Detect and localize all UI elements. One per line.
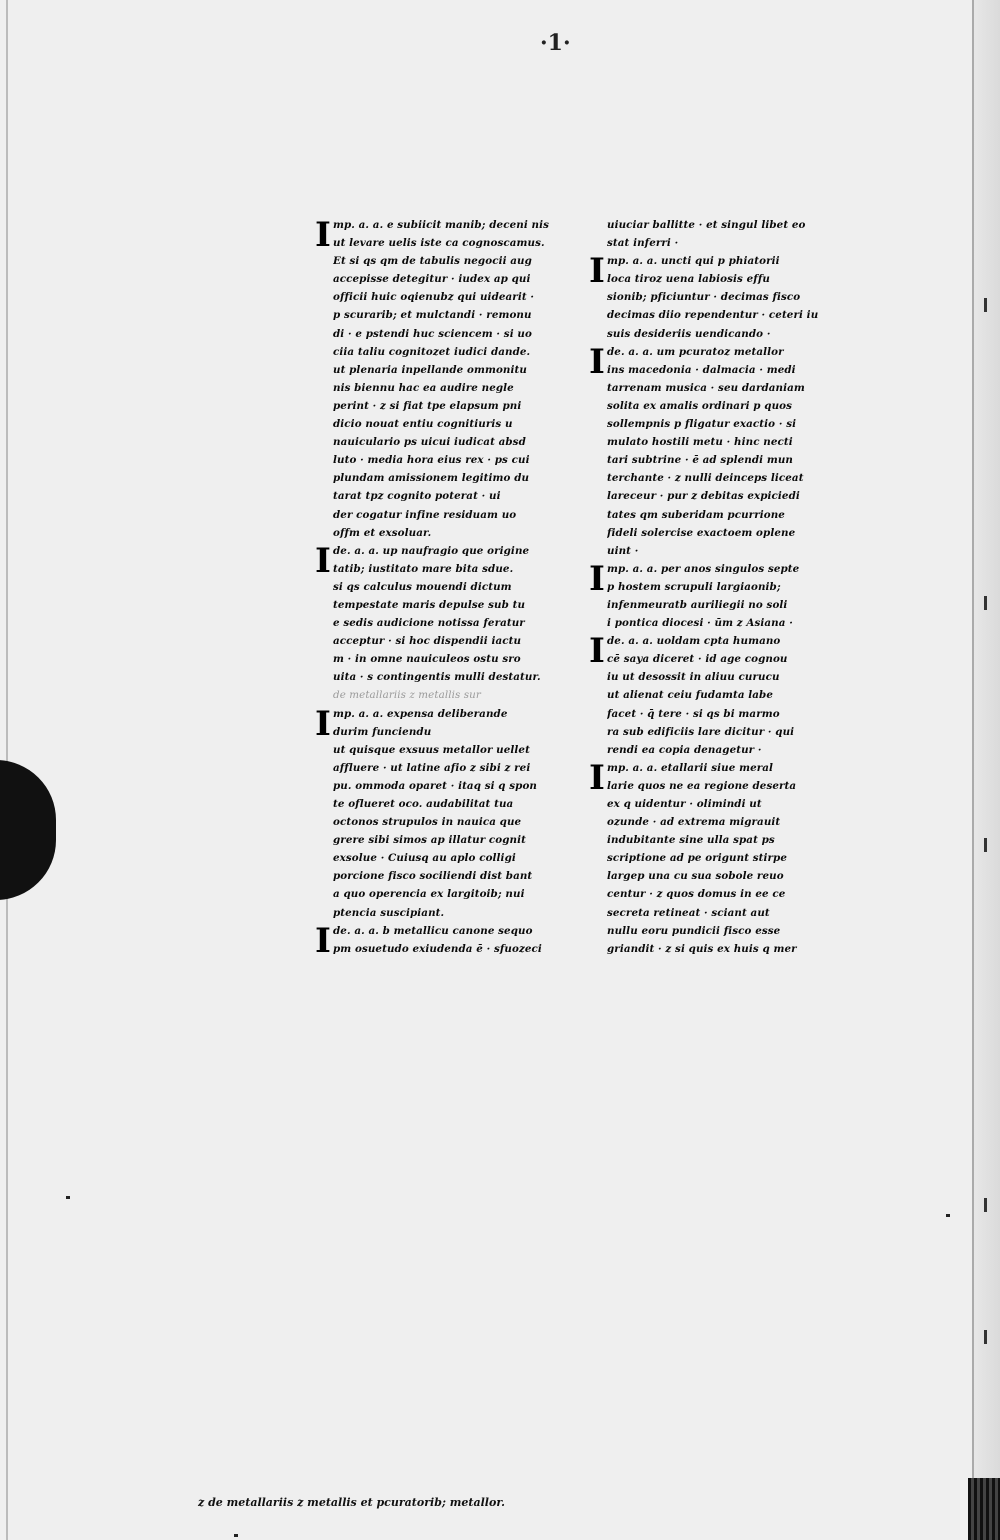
text-line: suis desideriis uendicando · bbox=[607, 327, 771, 340]
text-line: pu. ommoda oparet · itaq si q spon bbox=[333, 779, 538, 792]
text-line: a quo operencia ex largitoib; nui bbox=[333, 888, 525, 901]
text-line: mp. a. a. e subiicit manib; deceni nis bbox=[333, 219, 550, 231]
text-line: sionib; pficiuntur · decimas fisco bbox=[607, 291, 801, 304]
text-line: griandit · z si quis ex huis q mer bbox=[607, 942, 797, 955]
text-line: p scurarib; et mulctandi · remonu bbox=[333, 309, 532, 322]
paragraph bbox=[589, 759, 847, 958]
text-line: der cogatur infine residuam uo bbox=[333, 508, 517, 521]
text-line: exsolue · Cuiusq au aplo colligi bbox=[333, 852, 516, 865]
text-line: cē saya diceret · id age cognou bbox=[607, 653, 788, 666]
paragraph bbox=[315, 705, 573, 922]
text-line: di · e pstendi huc sciencem · si uo bbox=[333, 327, 532, 340]
text-line: ciia taliu cognitozet iudici dande. bbox=[333, 345, 531, 358]
decorated-initial: I bbox=[315, 920, 332, 961]
text-line: grere sibi simos ap illatur cognit bbox=[333, 834, 527, 847]
paragraph bbox=[589, 632, 847, 759]
text-line: larie quos ne ea regione deserta bbox=[607, 779, 797, 792]
footnote: z de metallariis z metallis et pcuratorib; metallor. bbox=[198, 1496, 505, 1509]
text-line: si qs calculus mouendi dictum bbox=[333, 580, 512, 593]
paragraph bbox=[589, 252, 847, 342]
text-line: iu ut desossit in aliuu curucu bbox=[607, 671, 780, 684]
text-line: p hostem scrupuli largiaonib; bbox=[607, 580, 781, 593]
text-line: tarat tpz cognito poterat · ui bbox=[333, 490, 501, 503]
text-line: largep una cu sua sobole reuo bbox=[607, 870, 784, 883]
text-line: rendi ea copia denagetur · bbox=[607, 743, 762, 756]
text-line: m · in omne nauiculeos ostu sro bbox=[333, 653, 521, 666]
text-line: acceptur · si hoc dispendii iactu bbox=[333, 635, 522, 648]
text-line: accepisse detegitur · iudex ap qui bbox=[333, 273, 531, 286]
decorated-initial: I bbox=[589, 341, 606, 382]
text-line: uita · s contingentis mulli destatur. bbox=[333, 671, 541, 684]
text-line: durim funciendu bbox=[333, 725, 432, 738]
paragraph bbox=[315, 542, 573, 705]
text-line: nauiculario ps uicui iudicat absd bbox=[333, 436, 526, 449]
text-line: ex q uidentur · olimindi ut bbox=[607, 798, 762, 810]
text-line: stat inferri · bbox=[607, 237, 679, 250]
text-line: ut quisque exsuus metallor uellet bbox=[333, 743, 530, 756]
book-clasp-shadow bbox=[0, 760, 56, 900]
text-line: scriptione ad pe origunt stirpe bbox=[607, 852, 788, 865]
text-line: ptencia suscipiant. bbox=[333, 906, 445, 919]
decorated-initial: I bbox=[315, 540, 332, 581]
text-line: perint · z si fiat tpe elapsum pni bbox=[333, 399, 522, 412]
text-line: de. a. a. uoldam cpta humano bbox=[607, 635, 781, 648]
text-line: nis biennu hac ea audire negle bbox=[333, 381, 514, 394]
text-line: Et si qs qm de tabulis negocii aug bbox=[333, 255, 532, 268]
text-line: centur · z quos domus in ee ce bbox=[607, 888, 786, 901]
text-line: tempestate maris depulse sub tu bbox=[333, 598, 526, 611]
text-line: de. a. a. up naufragio que origine bbox=[333, 544, 530, 557]
text-line: e sedis audicione notissa feratur bbox=[333, 617, 525, 630]
text-line: tates qm suberidam pcurrione bbox=[607, 508, 785, 521]
page-right-edge bbox=[972, 0, 1000, 1540]
text-line: mp. a. a. etallarii siue meral bbox=[607, 761, 774, 774]
text-line: ozunde · ad extrema migrauit bbox=[607, 816, 781, 829]
paragraph bbox=[589, 343, 847, 560]
text-line: ut plenaria inpellande ommonitu bbox=[333, 363, 527, 376]
text-line: i pontica diocesi · ūm z Asiana · bbox=[607, 617, 793, 630]
text-line: ins macedonia · dalmacia · medi bbox=[607, 363, 796, 376]
decorated-initial: I bbox=[315, 703, 332, 744]
text-line: facet · q̄ tere · si qs bi marmo bbox=[607, 707, 780, 720]
page-number: ·1· bbox=[540, 30, 571, 56]
decorated-initial: I bbox=[589, 631, 606, 672]
text-line: te oflueret oco. audabilitat tua bbox=[333, 798, 514, 810]
text-line: de. a. a. um pcuratoz metallor bbox=[607, 345, 784, 358]
text-line: plundam amissionem legitimo du bbox=[333, 472, 530, 485]
text-line: luto · media hora eius rex · ps cui bbox=[333, 454, 530, 467]
text-line: octonos strupulos in nauica que bbox=[333, 816, 522, 829]
text-line: porcione fisco sociliendi dist bant bbox=[333, 870, 533, 883]
text-line: secreta retineat · sciant aut bbox=[607, 906, 770, 919]
text-line: fideli solercise exactoem oplene bbox=[607, 526, 796, 539]
text-line: pm osuetudo exiudenda ē · sfuozeci bbox=[333, 942, 542, 955]
text-line: mp. a. a. per anos singulos septe bbox=[607, 562, 800, 575]
rubric-line: de metallariis z metallis sur bbox=[333, 689, 481, 702]
paragraph bbox=[315, 920, 573, 961]
text-line: loca tiroz uena labiosis effu bbox=[607, 273, 770, 286]
ink-speck bbox=[66, 1196, 70, 1199]
text-line: uiuciar ballitte · et singul libet eo bbox=[607, 219, 806, 231]
text-line: ut alienat ceiu fudamta labe bbox=[607, 689, 774, 702]
ink-speck bbox=[234, 1534, 238, 1537]
decorated-initial: I bbox=[589, 251, 606, 292]
text-line: offm et exsoluar. bbox=[333, 526, 432, 539]
text-line: infenmeuratb auriliegii no soli bbox=[607, 598, 788, 611]
text-line: tatib; iustitato mare bita sdue. bbox=[333, 562, 514, 575]
text-line: decimas diio rependentur · ceteri iu bbox=[607, 309, 819, 322]
text-line: ut levare uelis iste ca cognoscamus. bbox=[333, 237, 545, 250]
text-line: officii huic oqienubz qui uidearit · bbox=[333, 291, 535, 304]
right-text-column bbox=[589, 216, 847, 958]
text-line: de. a. a. b metallicu canone sequo bbox=[333, 924, 533, 937]
text-line: affluere · ut latine afio z sibi z rei bbox=[333, 761, 531, 774]
text-line: mp. a. a. uncti qui p phiatorii bbox=[607, 255, 780, 268]
text-line: ra sub edificiis lare dicitur · qui bbox=[607, 725, 795, 738]
text-line: sollempnis p fligatur exactio · si bbox=[607, 418, 797, 431]
text-line: lareceur · pur z debitas expiciedi bbox=[607, 490, 800, 503]
text-line: indubitante sine ulla spat ps bbox=[607, 834, 775, 847]
text-line: uint · bbox=[607, 544, 639, 557]
text-line: tarrenam musica · seu dardaniam bbox=[607, 381, 805, 394]
left-text-column bbox=[315, 215, 573, 961]
decorated-initial: I bbox=[315, 215, 332, 255]
decorated-initial: I bbox=[589, 757, 606, 798]
text-line: dicio nouat entiu cognitiuris u bbox=[333, 418, 513, 431]
paragraph bbox=[589, 216, 847, 252]
decorated-initial: I bbox=[589, 558, 606, 599]
paragraph bbox=[315, 216, 573, 542]
text-line: mulato hostili metu · hinc necti bbox=[607, 436, 793, 449]
binding-shadow bbox=[968, 1478, 1000, 1540]
text-line: mp. a. a. expensa deliberande bbox=[333, 707, 508, 720]
text-line: nullu eoru pundicii fisco esse bbox=[607, 924, 781, 937]
text-line: terchante · z nulli deinceps liceat bbox=[607, 472, 804, 485]
text-line: solita ex amalis ordinari p quos bbox=[607, 399, 793, 412]
paragraph bbox=[589, 560, 847, 632]
text-line: tari subtrine · ē ad splendi mun bbox=[607, 454, 794, 467]
ink-speck bbox=[946, 1214, 950, 1217]
